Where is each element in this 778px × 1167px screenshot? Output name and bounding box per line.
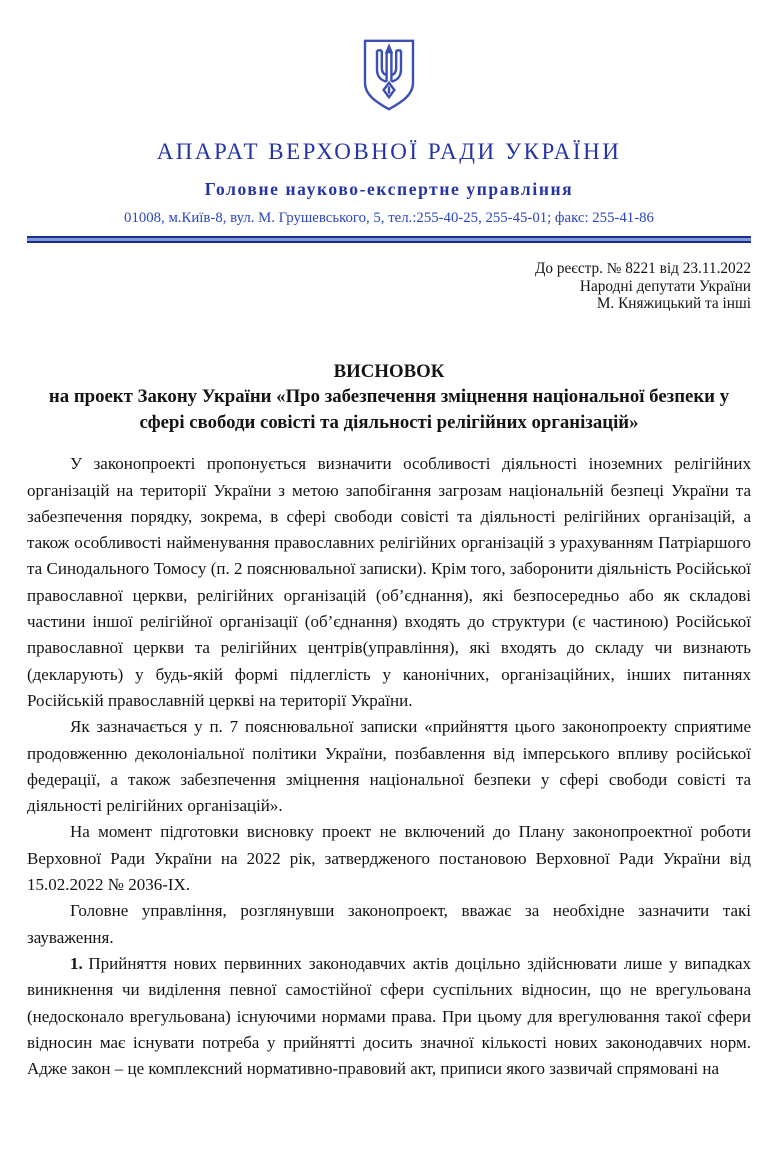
- submitter-name-line: М. Княжицький та інші: [596, 295, 751, 313]
- body-paragraph: Головне управління, розглянувши законопроект, вважає за необхідне зазначити такі зауваження.: [27, 901, 751, 947]
- document-subtitle: на проект Закону України «Про забезпечення зміцнення національної безпеки у сфері свободи совісті та діяльності релігійних організацій»: [48, 386, 730, 433]
- department-name: Головне науково-експертне управління: [204, 179, 574, 199]
- submitters-line: Народні депутати України: [579, 277, 751, 295]
- document-title: ВИСНОВОК: [333, 360, 445, 382]
- registry-number-line: До реєстр. № 8221 від 23.11.2022: [534, 260, 751, 277]
- body-paragraph-numbered: [27, 951, 751, 1082]
- organization-name: АПАРАТ ВЕРХОВНОЇ РАДИ УКРАЇНИ: [156, 139, 622, 164]
- body-paragraph: Як зазначається у п. 7 пояснювальної записки «прийняття цього законопроекту сприятиме продовженню деколоніальної політики України, позбавлення від імперського впливу російської федерації, а також забезпечення зміцнення національної безпеки у сфері свободи совісті та діяльності релігійних організацій».: [27, 717, 751, 816]
- header-divider: [27, 236, 751, 243]
- document-body: [27, 451, 751, 1082]
- document-title-block: [27, 359, 751, 436]
- reference-block: [27, 260, 751, 313]
- paragraph-number: 1.: [70, 953, 83, 973]
- ukraine-trident-emblem-icon: [359, 36, 419, 114]
- body-paragraph: У законопроекті пропонується визначити особливості діяльності іноземних релігійних організацій на території України з метою запобігання загрозам національній безпеці України та забезпечення порядку, зокрема, в сфері свободи совісті та діяльності релігійних організацій, а також особливості найменування православних релігійних організацій з урахуванням Патріаршого та Синодального Томосу (п. 2 пояснювальної записки). Крім того, заборонити діяльність Російської православної церкви, релігійних організацій (об’єднання), які безпосередньо або як складові частини іншої релігійної організації (об’єднання) входять до структури (є частиною) Російської православної церкви та релігійних центрів(управління), які входять до складу чи визнають (декларують) у будь-якій формі підлеглість у канонічних, організаційних, інших питаннях Російській православній церкві на території України.: [27, 454, 751, 710]
- body-paragraph: На момент підготовки висновку проект не включений до Плану законопроектної роботи Верховної Ради України на 2022 рік, затвердженого постановою Верховної Ради України від 15.02.2022 № 2036-IX.: [27, 822, 751, 895]
- paragraph-text: Прийняття нових первинних законодавчих актів доцільно здійснювати лише у випадках виникнення чи виділення певної самостійної сфери суспільних відносин, що не врегульована (недосконало врегульована) існуючими нормами права. При цьому для врегулювання такої сфери відносин має існувати потреба у прийнятті досить значної кількості нових законодавчих норм. Адже закон – це комплексний нормативно-правовий акт, приписи якого зазвичай спрямовані на: [27, 953, 751, 1079]
- letterhead: [27, 0, 751, 243]
- address-line: 01008, м.Київ-8, вул. М. Грушевського, 5, тел.:255-40-25, 255-45-01; факс: 255-41-86: [124, 210, 654, 226]
